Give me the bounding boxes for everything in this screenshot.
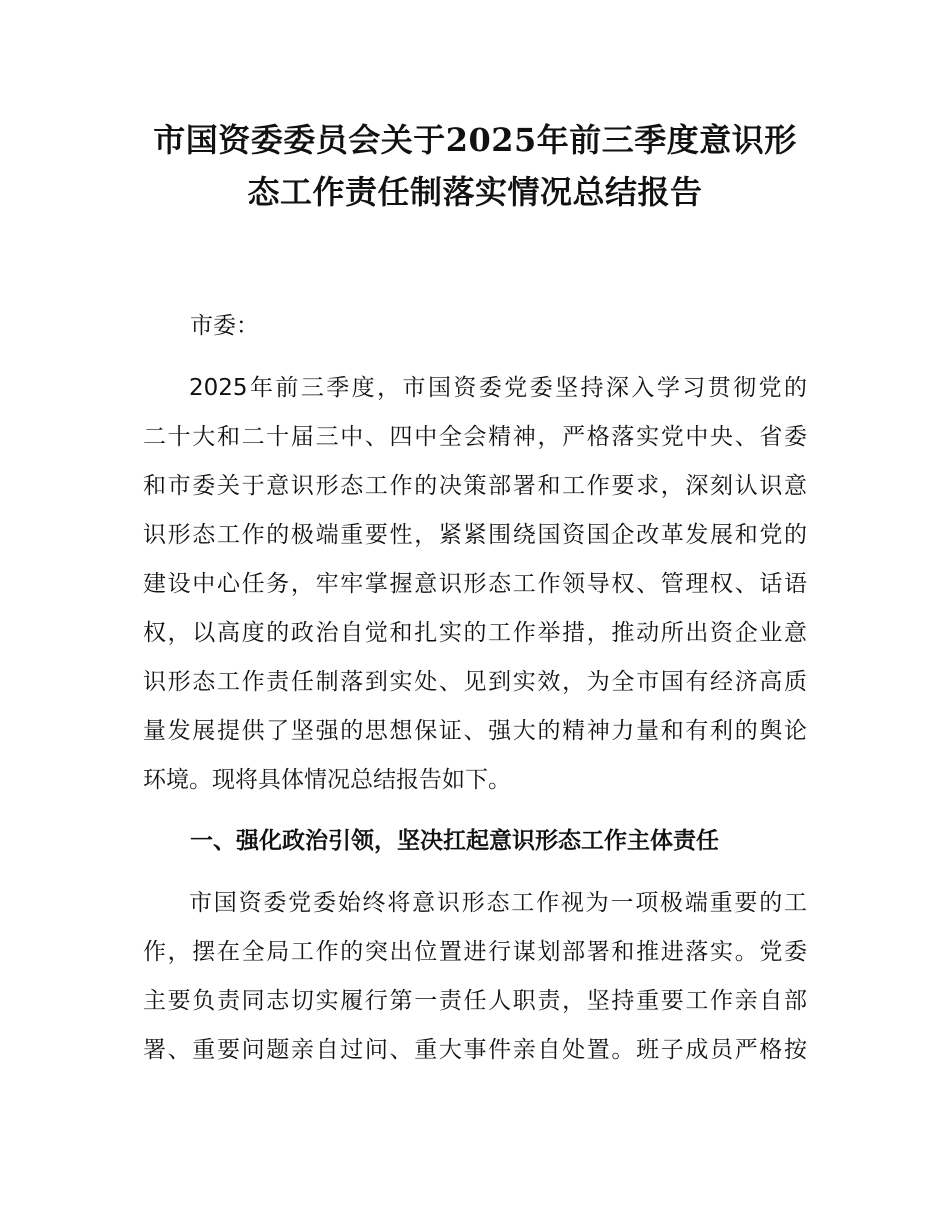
text-line: 署、重要问题亲自过问、重大事件亲自处置。班子成员严格按: [143, 1037, 807, 1063]
text-line: 建设中心任务，牢牢掌握意识形态工作领导权、管理权、话语: [143, 571, 807, 597]
text-line: 二十大和二十届三中、四中全会精神，严格落实党中央、省委: [143, 424, 807, 450]
text-line: 环境。现将具体情况总结报告如下。: [143, 767, 511, 793]
salutation: 市委：: [190, 313, 259, 339]
paragraph-intro: [143, 364, 807, 805]
text-line: 识形态工作的极端重要性，紧紧围绕国资国企改革发展和党的: [143, 522, 807, 548]
text-line: 量发展提供了坚强的思想保证、强大的精神力量和有利的舆论: [143, 718, 807, 744]
text-line: 主要负责同志切实履行第一责任人职责，坚持重要工作亲自部: [143, 988, 807, 1014]
text-line: 权，以高度的政治自觉和扎实的工作举措，推动所出资企业意: [143, 620, 807, 646]
document-title: [143, 114, 807, 218]
text-line: 识形态工作责任制落到实处、见到实效，为全市国有经济高质: [143, 669, 807, 695]
text-line: 市国资委党委始终将意识形态工作视为一项极端重要的工: [189, 890, 807, 916]
text-line: 和市委关于意识形态工作的决策部署和工作要求，深刻认识意: [143, 473, 807, 499]
section-heading: 一、强化政治引领，坚决扛起意识形态工作主体责任: [190, 828, 719, 854]
title-line: 态工作责任制落实情况总结报告: [247, 173, 703, 211]
paragraph-section1: [143, 879, 807, 1075]
title-line: 市国资委委员会关于2025年前三季度意识形: [153, 121, 797, 159]
text-line: 2025年前三季度，市国资委党委坚持深入学习贯彻党的: [189, 375, 807, 401]
text-line: 作，摆在全局工作的突出位置进行谋划部署和推进落实。党委: [143, 939, 807, 965]
